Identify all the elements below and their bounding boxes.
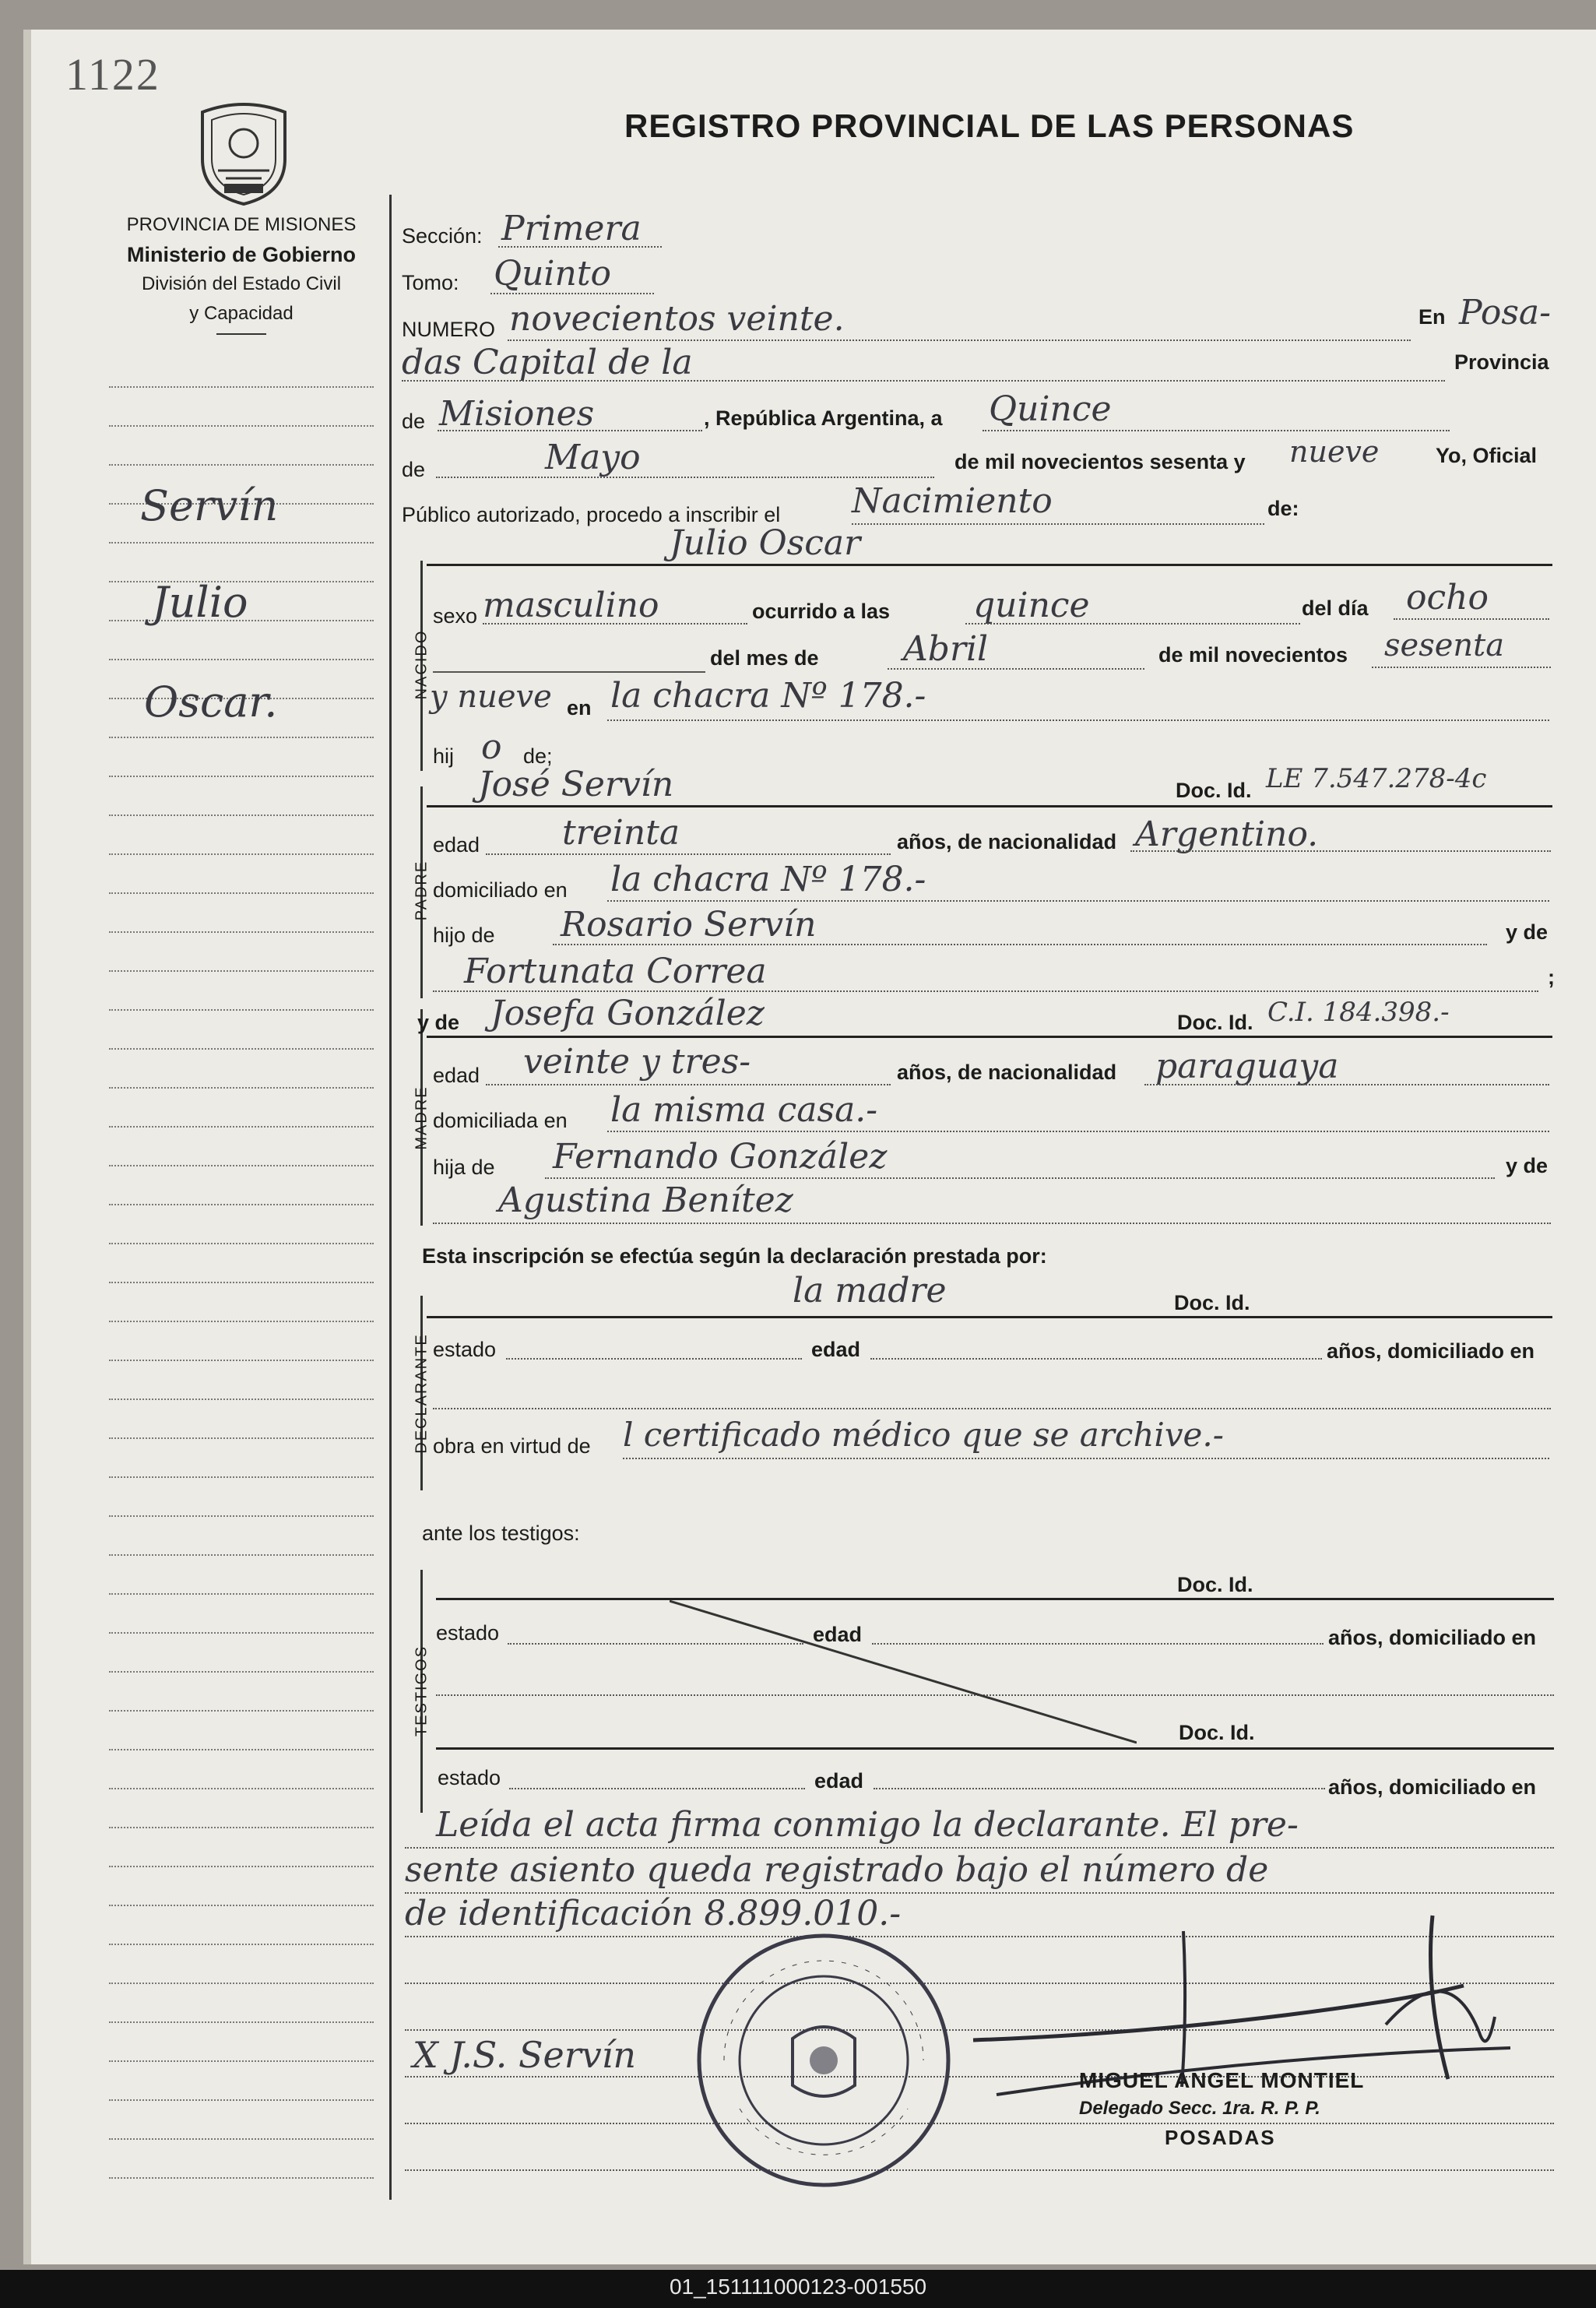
anio-value: sesenta — [1384, 628, 1505, 663]
madre-doc-value: C.I. 184.398.- — [1267, 997, 1450, 1028]
madre-edad-label: edad — [433, 1064, 480, 1087]
footer-bar — [0, 2270, 1596, 2308]
madre-hija-value: Fernando González — [553, 1137, 888, 1177]
mes-label: del mes de — [710, 646, 819, 670]
declarante-section-label: DECLARANTE — [413, 1333, 431, 1454]
ocurrido-label: ocurrido a las — [752, 600, 891, 623]
padre-doc-label: Doc. Id. — [1176, 779, 1252, 802]
nacido-de-label: de; — [523, 744, 553, 768]
lugar-value: la chacra Nº 178.- — [610, 676, 926, 716]
padre-name-value: José Servín — [478, 765, 674, 804]
province-value: Misiones — [439, 394, 595, 434]
mil-label: de mil novecientos — [1158, 643, 1348, 667]
numero-value: novecientos veinte. — [509, 299, 845, 339]
padre-doc-value: LE 7.547.278-4c — [1266, 763, 1487, 794]
padre-nac-value: Argentino. — [1135, 814, 1319, 854]
sexo-value: masculino — [483, 586, 659, 625]
testigo2-estado-label: estado — [438, 1766, 501, 1789]
footer-image-id: 01_151111000123-001550 — [669, 2275, 927, 2299]
city-value: das Capital de la — [402, 343, 693, 382]
sexo-label: sexo — [433, 604, 478, 628]
capacity-label: y Capacidad — [189, 303, 294, 324]
issuing-authority — [93, 210, 389, 335]
month-value: Mayo — [545, 438, 641, 477]
madre-edad-value: veinte y tres- — [523, 1042, 751, 1082]
province-label: PROVINCIA DE MISIONES — [126, 214, 357, 235]
padre-dom-label: domiciliado en — [433, 878, 568, 902]
margin-note-second-name: Oscar. — [144, 677, 278, 727]
padre-hijo-label: hijo de — [433, 924, 495, 947]
closing-line2: sente asiento queda registrado bajo el número de — [405, 1850, 1269, 1890]
padre-section-label: PADRE — [413, 860, 431, 921]
padre-semicolon: ; — [1548, 966, 1555, 989]
oficial-label: Yo, Oficial — [1436, 444, 1538, 467]
en-lugar-label: en — [567, 696, 592, 719]
en-value: Posa- — [1459, 293, 1551, 332]
hij-label: hij — [433, 744, 455, 768]
numero-label: NUMERO — [402, 318, 495, 341]
dia-value: ocho — [1406, 578, 1489, 617]
tomo-value: Quinto — [494, 254, 611, 294]
document-title: REGISTRO PROVINCIAL DE LAS PERSONAS — [624, 107, 1355, 144]
padre-madre-value: Fortunata Correa — [464, 952, 767, 991]
publico-label: Público autorizado, procedo a inscribir el — [402, 503, 781, 526]
hora-value: quince — [973, 586, 1090, 625]
declarante-obra-value: l certificado médico que se archive.- — [623, 1416, 1224, 1454]
signatory-name: MIGUEL ANGEL MONTIEL — [1079, 2068, 1365, 2092]
seccion-label: Sección: — [402, 224, 483, 248]
margin-ruled-lines — [109, 386, 374, 2216]
madre-dom-label: domiciliada en — [433, 1109, 568, 1132]
madre-madre-value: Agustina Benítez — [498, 1180, 793, 1220]
tomo-label: Tomo: — [402, 271, 459, 294]
testigo2-anios-label: años, domiciliado en — [1328, 1775, 1537, 1799]
testigo1-anios-label: años, domiciliado en — [1328, 1626, 1537, 1649]
testigos-intro-label: ante los testigos: — [422, 1522, 580, 1545]
del-dia-label: del día — [1302, 596, 1369, 620]
padre-dom-value: la chacra Nº 178.- — [610, 860, 926, 899]
padre-hijo-value: Rosario Servín — [561, 905, 817, 945]
declarante-intro-label: Esta inscripción se efectúa según la declaración prestada por: — [422, 1244, 1047, 1268]
page-number: 1122 — [65, 49, 160, 100]
republica-label: , República Argentina, a — [704, 406, 943, 430]
de3-label: de: — [1267, 497, 1299, 520]
madre-doc-label: Doc. Id. — [1177, 1011, 1253, 1034]
declarante-obra-label: obra en virtud de — [433, 1434, 591, 1458]
closing-line1: Leída el acta firma conmigo la declarante. El pre- — [436, 1805, 1299, 1845]
day-value: Quince — [989, 389, 1112, 429]
madre-yde2-label: y de — [1506, 1154, 1549, 1177]
division-label: División del Estado Civil — [141, 273, 342, 294]
signatory-role: Delegado Secc. 1ra. R. P. P. — [1079, 2098, 1320, 2119]
declarante-anios-label: años, domiciliado en — [1327, 1339, 1535, 1363]
margin-note-first-name: Julio — [152, 578, 248, 627]
header-divider — [216, 333, 266, 335]
declarante-signature: X J.S. Servín — [413, 2034, 637, 2076]
testigo1-edad-label: edad — [813, 1623, 863, 1646]
ministry-label: Ministerio de Gobierno — [126, 243, 357, 266]
testigo2-doc-label: Doc. Id. — [1179, 1721, 1255, 1744]
mes-value: Abril — [903, 629, 989, 669]
padre-nac-label: años, de nacionalidad — [897, 830, 1117, 853]
de-label: de — [402, 410, 426, 433]
madre-dom-value: la misma casa.- — [610, 1090, 878, 1130]
signatory-place: POSADAS — [1165, 2126, 1276, 2149]
strike-line — [670, 1596, 1137, 1752]
madre-yde-label: y de — [417, 1011, 460, 1034]
act-value: Nacimiento — [852, 481, 1053, 521]
testigos-section-label: TESTIGOS — [413, 1645, 431, 1737]
seccion-value: Primera — [501, 209, 642, 248]
padre-edad-value: treinta — [562, 813, 680, 853]
testigo2-edad-label: edad — [814, 1769, 864, 1793]
year-value: nueve — [1289, 435, 1380, 469]
declarante-doc-label: Doc. Id. — [1174, 1291, 1250, 1314]
year-label: de mil novecientos sesenta y — [954, 450, 1246, 473]
margin-note-surname: Servín — [140, 481, 279, 530]
padre-edad-label: edad — [433, 833, 480, 857]
nacido-section-label: NACIDO — [413, 629, 431, 700]
madre-nac-value: paraguaya — [1155, 1047, 1339, 1086]
provincial-seal-icon — [195, 97, 293, 206]
provincia-label: Provincia — [1454, 350, 1549, 374]
closing-line3: de identificación 8.899.010.- — [405, 1894, 902, 1933]
testigo1-doc-label: Doc. Id. — [1177, 1573, 1253, 1596]
nacido-name-value: Julio Oscar — [670, 523, 861, 563]
de2-label: de — [402, 458, 426, 481]
en-label: En — [1418, 305, 1446, 329]
madre-hija-label: hija de — [433, 1156, 495, 1179]
declarante-estado-label: estado — [433, 1338, 497, 1361]
madre-section-label: MADRE — [413, 1085, 431, 1150]
madre-name-value: Josefa González — [490, 994, 765, 1033]
hij-value: o — [481, 727, 502, 767]
anio-cont-value: y nueve — [430, 679, 552, 715]
declarante-edad-label: edad — [811, 1338, 861, 1361]
column-divider — [389, 195, 392, 2200]
declarante-name-value: la madre — [793, 1271, 947, 1311]
madre-nac-label: años, de nacionalidad — [897, 1061, 1117, 1084]
padre-yde-label: y de — [1506, 920, 1549, 944]
official-stamp-icon — [693, 1930, 954, 2191]
testigo1-estado-label: estado — [436, 1621, 500, 1645]
